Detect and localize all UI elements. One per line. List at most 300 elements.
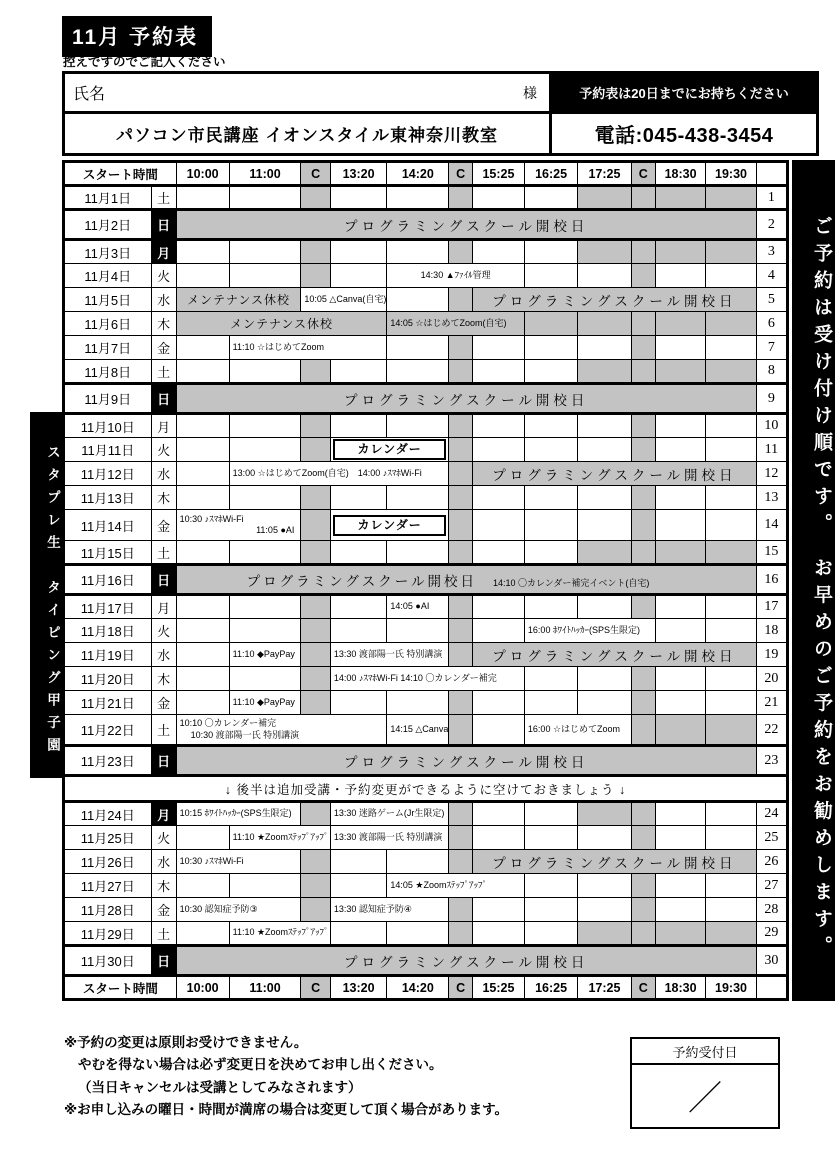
day-of-week-cell: 月 (151, 802, 176, 826)
slot-cell (330, 438, 448, 462)
day-of-week-cell: 水 (151, 643, 176, 667)
slot-cell (301, 595, 330, 619)
slot-cell (631, 240, 655, 264)
slot-cell (387, 850, 449, 874)
note-line: ※予約の変更は原則お受けできません。 (64, 1035, 308, 1050)
slot-cell (176, 643, 229, 667)
slot-cell (387, 186, 449, 210)
event-text: 14:10 〇カレンダー補完イベント(自宅) (492, 577, 650, 588)
slot-cell (387, 414, 449, 438)
slot-cell (473, 414, 525, 438)
slot-cell (524, 667, 577, 691)
slot-cell (655, 874, 705, 898)
event-text: 13:30 渡部陽一氏 特別講演 (333, 831, 443, 842)
slot-cell (449, 898, 473, 922)
row-number: 21 (756, 691, 787, 715)
slot-cell (655, 898, 705, 922)
day-row (64, 874, 788, 898)
slot-cell (229, 619, 301, 643)
slot-cell (631, 715, 655, 746)
slot-cell (655, 414, 705, 438)
time-header-row-bottom (64, 976, 788, 1000)
slot-cell (229, 667, 301, 691)
slot-cell (176, 186, 229, 210)
event-text: 11:10 ★Zoomｽﾃｯﾌﾟｱｯﾌﾟ (232, 927, 329, 938)
slot-cell (176, 946, 756, 976)
left-vertical-banner: スタプレ生 タイピング甲子園 (30, 412, 62, 778)
second-half-separator: ↓ 後半は追加受講・予約変更ができるように空けておきましょう ↓ (64, 776, 788, 802)
slot-cell (229, 643, 301, 667)
day-of-week-cell: 火 (151, 619, 176, 643)
slot-cell (330, 360, 387, 384)
date-cell: 11月5日 (64, 288, 152, 312)
row-number: 29 (756, 922, 787, 946)
slot-cell (655, 510, 705, 541)
row-number: 6 (756, 312, 787, 336)
slot-cell (176, 240, 229, 264)
slot-cell (229, 438, 301, 462)
slot-cell (449, 541, 473, 565)
day-row (64, 826, 788, 850)
slot-cell (578, 898, 631, 922)
day-row (64, 619, 788, 643)
row-number: 30 (756, 946, 787, 976)
name-field-row (65, 74, 552, 114)
slot-cell (524, 240, 577, 264)
day-of-week-cell: 水 (151, 462, 176, 486)
slot-cell (330, 667, 524, 691)
slot-cell (473, 438, 525, 462)
day-row (64, 438, 788, 462)
slot-cell (387, 312, 525, 336)
slot-cell (578, 486, 631, 510)
date-cell: 11月30日 (64, 946, 152, 976)
slot-cell (301, 510, 330, 541)
slot-cell (229, 186, 301, 210)
event-text: 13:00 ☆はじめてZoom(自宅) 14:00 ♪ｽﾏﾎWi-Fi (232, 467, 422, 478)
slot-cell (631, 541, 655, 565)
slot-cell (655, 312, 705, 336)
slot-cell (301, 802, 330, 826)
slot-cell (176, 826, 229, 850)
slot-cell (655, 595, 705, 619)
slot-cell (655, 186, 705, 210)
day-of-week-cell: 水 (151, 850, 176, 874)
day-of-week-cell: 火 (151, 264, 176, 288)
day-row (64, 312, 788, 336)
day-of-week-cell: 月 (151, 240, 176, 264)
slot-cell (387, 288, 449, 312)
date-cell: 11月11日 (64, 438, 152, 462)
slot-cell (631, 898, 655, 922)
slot-cell (655, 541, 705, 565)
slot-cell (706, 336, 756, 360)
slot-cell (301, 874, 330, 898)
slot-cell (387, 486, 449, 510)
date-cell: 11月7日 (64, 336, 152, 360)
day-row (64, 360, 788, 384)
day-row (64, 691, 788, 715)
slot-cell (578, 240, 631, 264)
slot-cell (655, 240, 705, 264)
slot-cell (330, 922, 387, 946)
slot-cell (387, 240, 449, 264)
slot-cell (229, 414, 301, 438)
date-cell: 11月9日 (64, 384, 152, 414)
day-row (64, 802, 788, 826)
slot-cell (176, 541, 229, 565)
slot-cell (449, 595, 473, 619)
day-of-week-cell: 木 (151, 667, 176, 691)
row-number: 11 (756, 438, 787, 462)
event-text: 14:05 ★Zoomｽﾃｯﾌﾟｱｯﾌﾟ (390, 879, 487, 890)
day-row (64, 643, 788, 667)
reception-date-title: 予約受付日 (632, 1039, 778, 1065)
slot-cell (449, 802, 473, 826)
name-label: 氏名 (73, 86, 106, 103)
reception-date-box (630, 1037, 780, 1129)
slot-cell (449, 288, 473, 312)
event-text: 13:30 認知症予防④ (333, 903, 412, 914)
slot-cell (631, 414, 655, 438)
slot-cell (631, 438, 655, 462)
slot-cell (176, 360, 229, 384)
day-row (64, 486, 788, 510)
slot-cell (301, 240, 330, 264)
day-row (64, 898, 788, 922)
slot-cell (229, 541, 301, 565)
slot-cell (524, 619, 655, 643)
program-day-label: プログラミングスクール開校日 (344, 754, 589, 770)
slot-cell (449, 360, 473, 384)
footer-notes (64, 1032, 508, 1121)
slot-cell (631, 186, 655, 210)
row-number: 5 (756, 288, 787, 312)
slot-cell (387, 541, 449, 565)
day-of-week-cell: 日 (151, 210, 176, 240)
slot-cell (578, 336, 631, 360)
time-header-cell: 13:20 (330, 162, 387, 186)
slot-cell (176, 264, 229, 288)
day-row (64, 595, 788, 619)
slot-cell (631, 874, 655, 898)
slot-cell (330, 541, 387, 565)
schedule-area (62, 160, 835, 1001)
slot-cell (473, 486, 525, 510)
slot-cell (301, 643, 330, 667)
slot-cell (387, 922, 449, 946)
day-of-week-cell: 水 (151, 288, 176, 312)
row-number: 16 (756, 565, 787, 595)
slot-cell (176, 288, 301, 312)
slot-cell (578, 667, 631, 691)
slot-cell (631, 595, 655, 619)
program-day-label: プログラミングスクール開校日 (246, 573, 477, 589)
slot-cell (655, 826, 705, 850)
slot-cell (706, 595, 756, 619)
date-cell: 11月21日 (64, 691, 152, 715)
time-header-cell: C (449, 162, 473, 186)
slot-cell (631, 360, 655, 384)
slot-cell (706, 874, 756, 898)
slot-cell (473, 595, 525, 619)
slot-cell (449, 462, 473, 486)
start-time-header: スタート時間 (64, 976, 177, 1000)
date-cell: 11月24日 (64, 802, 152, 826)
slot-cell (578, 438, 631, 462)
program-day-label: プログラミングスクール開校日 (344, 392, 589, 408)
date-cell: 11月19日 (64, 643, 152, 667)
slot-cell (176, 746, 756, 776)
time-header-cell: 18:30 (655, 976, 705, 1000)
slot-cell (706, 414, 756, 438)
slot-cell (706, 691, 756, 715)
slot-cell (655, 486, 705, 510)
event-text: 11:10 ◆PayPay (232, 648, 295, 659)
event-text: 10:30 認知症予防③ (179, 903, 258, 914)
event-text: 11:05 ●AI (256, 525, 295, 535)
date-cell: 11月15日 (64, 541, 152, 565)
slot-cell (449, 922, 473, 946)
slot-cell (706, 240, 756, 264)
day-of-week-cell: 土 (151, 541, 176, 565)
slot-cell (706, 619, 756, 643)
time-header-cell: 17:25 (578, 162, 631, 186)
slot-cell (524, 826, 577, 850)
slot-cell (631, 486, 655, 510)
date-cell: 11月10日 (64, 414, 152, 438)
slot-cell (449, 240, 473, 264)
slot-cell (631, 336, 655, 360)
day-of-week-cell: 金 (151, 691, 176, 715)
row-number: 12 (756, 462, 787, 486)
slot-cell (631, 802, 655, 826)
time-header-cell: 19:30 (706, 976, 756, 1000)
slot-cell (387, 336, 449, 360)
start-time-header: スタート時間 (64, 162, 177, 186)
time-header-cell: C (301, 162, 330, 186)
slot-cell (655, 922, 705, 946)
slot-cell (301, 667, 330, 691)
event-text: メンテナンス休校 (186, 293, 291, 307)
calendar-box: カレンダー (333, 439, 446, 460)
second-half-separator-row (64, 776, 788, 802)
note-line: （当日キャンセルは受講としてみなされます） (78, 1079, 362, 1095)
slot-cell (706, 922, 756, 946)
day-row (64, 210, 788, 240)
slot-cell (524, 510, 577, 541)
slot-cell (524, 312, 577, 336)
slot-cell (706, 541, 756, 565)
slot-cell (524, 595, 577, 619)
slot-cell (229, 595, 301, 619)
slot-cell (449, 336, 473, 360)
row-number: 26 (756, 850, 787, 874)
slot-cell (449, 414, 473, 438)
slot-cell (229, 264, 301, 288)
customer-info-box (62, 71, 819, 156)
row-number-header (756, 162, 787, 186)
slot-cell (176, 874, 229, 898)
deadline-notice: 予約表は20日までにお持ちください (552, 74, 816, 114)
phone-number: 電話:045-438-3454 (594, 125, 774, 147)
day-of-week-cell: 木 (151, 486, 176, 510)
day-row (64, 565, 788, 595)
calendar-box: カレンダー (333, 515, 446, 536)
slot-cell (473, 288, 757, 312)
event-text: 16:00 ☆はじめてZoom (527, 723, 621, 734)
slot-cell (330, 691, 387, 715)
schedule-table (62, 160, 789, 1001)
slot-cell (706, 510, 756, 541)
slot-cell (631, 667, 655, 691)
slot-cell (387, 691, 449, 715)
slot-cell (706, 438, 756, 462)
slot-cell (176, 510, 301, 541)
date-cell: 11月3日 (64, 240, 152, 264)
slot-cell (330, 486, 387, 510)
time-header-cell: 15:25 (473, 162, 525, 186)
slot-cell (330, 826, 448, 850)
slot-cell (473, 691, 525, 715)
slot-cell (473, 541, 525, 565)
slot-cell (655, 715, 705, 746)
slot-cell (473, 802, 525, 826)
slot-cell (473, 186, 525, 210)
slot-cell (631, 826, 655, 850)
slot-cell (473, 240, 525, 264)
slot-cell (176, 922, 229, 946)
event-text: メンテナンス休校 (229, 317, 334, 331)
row-number: 10 (756, 414, 787, 438)
slot-cell (176, 438, 229, 462)
slot-cell (330, 619, 387, 643)
slot-cell (330, 595, 387, 619)
slot-cell (524, 414, 577, 438)
slot-cell (387, 360, 449, 384)
slot-cell (229, 462, 449, 486)
date-cell: 11月13日 (64, 486, 152, 510)
time-header-cell: 10:00 (176, 162, 229, 186)
slot-cell (229, 691, 301, 715)
date-cell: 11月18日 (64, 619, 152, 643)
day-of-week-cell: 月 (151, 414, 176, 438)
day-row (64, 414, 788, 438)
slot-cell (229, 486, 301, 510)
date-cell: 11月26日 (64, 850, 152, 874)
program-day-label: プログラミングスクール開校日 (492, 648, 737, 664)
slot-cell (301, 288, 387, 312)
date-cell: 11月28日 (64, 898, 152, 922)
slot-cell (578, 826, 631, 850)
date-cell: 11月17日 (64, 595, 152, 619)
slot-cell (229, 240, 301, 264)
event-text: 10:15 ﾎﾜｲﾄﾊｯｶｰ(SPS生限定) (179, 808, 292, 819)
day-of-week-cell: 金 (151, 898, 176, 922)
day-of-week-cell: 土 (151, 360, 176, 384)
slot-cell (330, 643, 448, 667)
slot-cell (578, 264, 631, 288)
slot-cell (387, 619, 449, 643)
slot-cell (524, 715, 631, 746)
row-number: 2 (756, 210, 787, 240)
reception-date-slash: ／ (688, 1080, 722, 1118)
event-text: 10:30 渡部陽一氏 特別講演 (190, 729, 300, 740)
event-text: 10:10 〇カレンダー補完 (179, 718, 277, 729)
event-text: 13:30 渡部陽一氏 特別講演 (333, 648, 443, 659)
day-of-week-cell: 月 (151, 595, 176, 619)
day-of-week-cell: 土 (151, 922, 176, 946)
slot-cell (387, 264, 525, 288)
slot-cell (631, 691, 655, 715)
slot-cell (176, 312, 387, 336)
day-row (64, 850, 788, 874)
slot-cell (578, 802, 631, 826)
slot-cell (330, 510, 448, 541)
slot-cell (706, 186, 756, 210)
slot-cell (655, 619, 705, 643)
slot-cell (524, 264, 577, 288)
slot-cell (449, 715, 473, 746)
slot-cell (473, 462, 757, 486)
slot-cell (706, 898, 756, 922)
row-number: 8 (756, 360, 787, 384)
day-of-week-cell: 日 (151, 946, 176, 976)
row-number: 24 (756, 802, 787, 826)
slot-cell (176, 619, 229, 643)
date-cell: 11月29日 (64, 922, 152, 946)
slot-cell (655, 802, 705, 826)
date-cell: 11月23日 (64, 746, 152, 776)
slot-cell (578, 186, 631, 210)
slot-cell (524, 874, 577, 898)
time-header-cell: C (449, 976, 473, 1000)
date-cell: 11月2日 (64, 210, 152, 240)
slot-cell (655, 691, 705, 715)
event-text: 11:10 ★Zoomｽﾃｯﾌﾟｱｯﾌﾟ (232, 831, 329, 842)
slot-cell (301, 360, 330, 384)
row-number: 20 (756, 667, 787, 691)
day-of-week-cell: 日 (151, 746, 176, 776)
event-text: 11:10 ☆はじめてZoom (232, 341, 325, 352)
time-header-cell: C (631, 162, 655, 186)
slot-cell (449, 186, 473, 210)
slot-cell (524, 898, 577, 922)
slot-cell (578, 510, 631, 541)
row-number: 17 (756, 595, 787, 619)
slot-cell (176, 384, 756, 414)
slot-cell (330, 802, 448, 826)
date-cell: 11月12日 (64, 462, 152, 486)
slot-cell (473, 715, 525, 746)
day-row (64, 746, 788, 776)
day-of-week-cell: 火 (151, 826, 176, 850)
slot-cell (578, 414, 631, 438)
slot-cell (473, 619, 525, 643)
day-row (64, 946, 788, 976)
slot-cell (473, 643, 757, 667)
date-cell: 11月25日 (64, 826, 152, 850)
day-of-week-cell: 木 (151, 312, 176, 336)
date-cell: 11月8日 (64, 360, 152, 384)
note-line: やむを得ない場合は必ず変更日を決めてお申し出ください。 (78, 1057, 443, 1073)
slot-cell (706, 312, 756, 336)
slot-cell (176, 486, 229, 510)
day-of-week-cell: 日 (151, 565, 176, 595)
slot-cell (387, 874, 525, 898)
slot-cell (229, 922, 330, 946)
slot-cell (473, 510, 525, 541)
